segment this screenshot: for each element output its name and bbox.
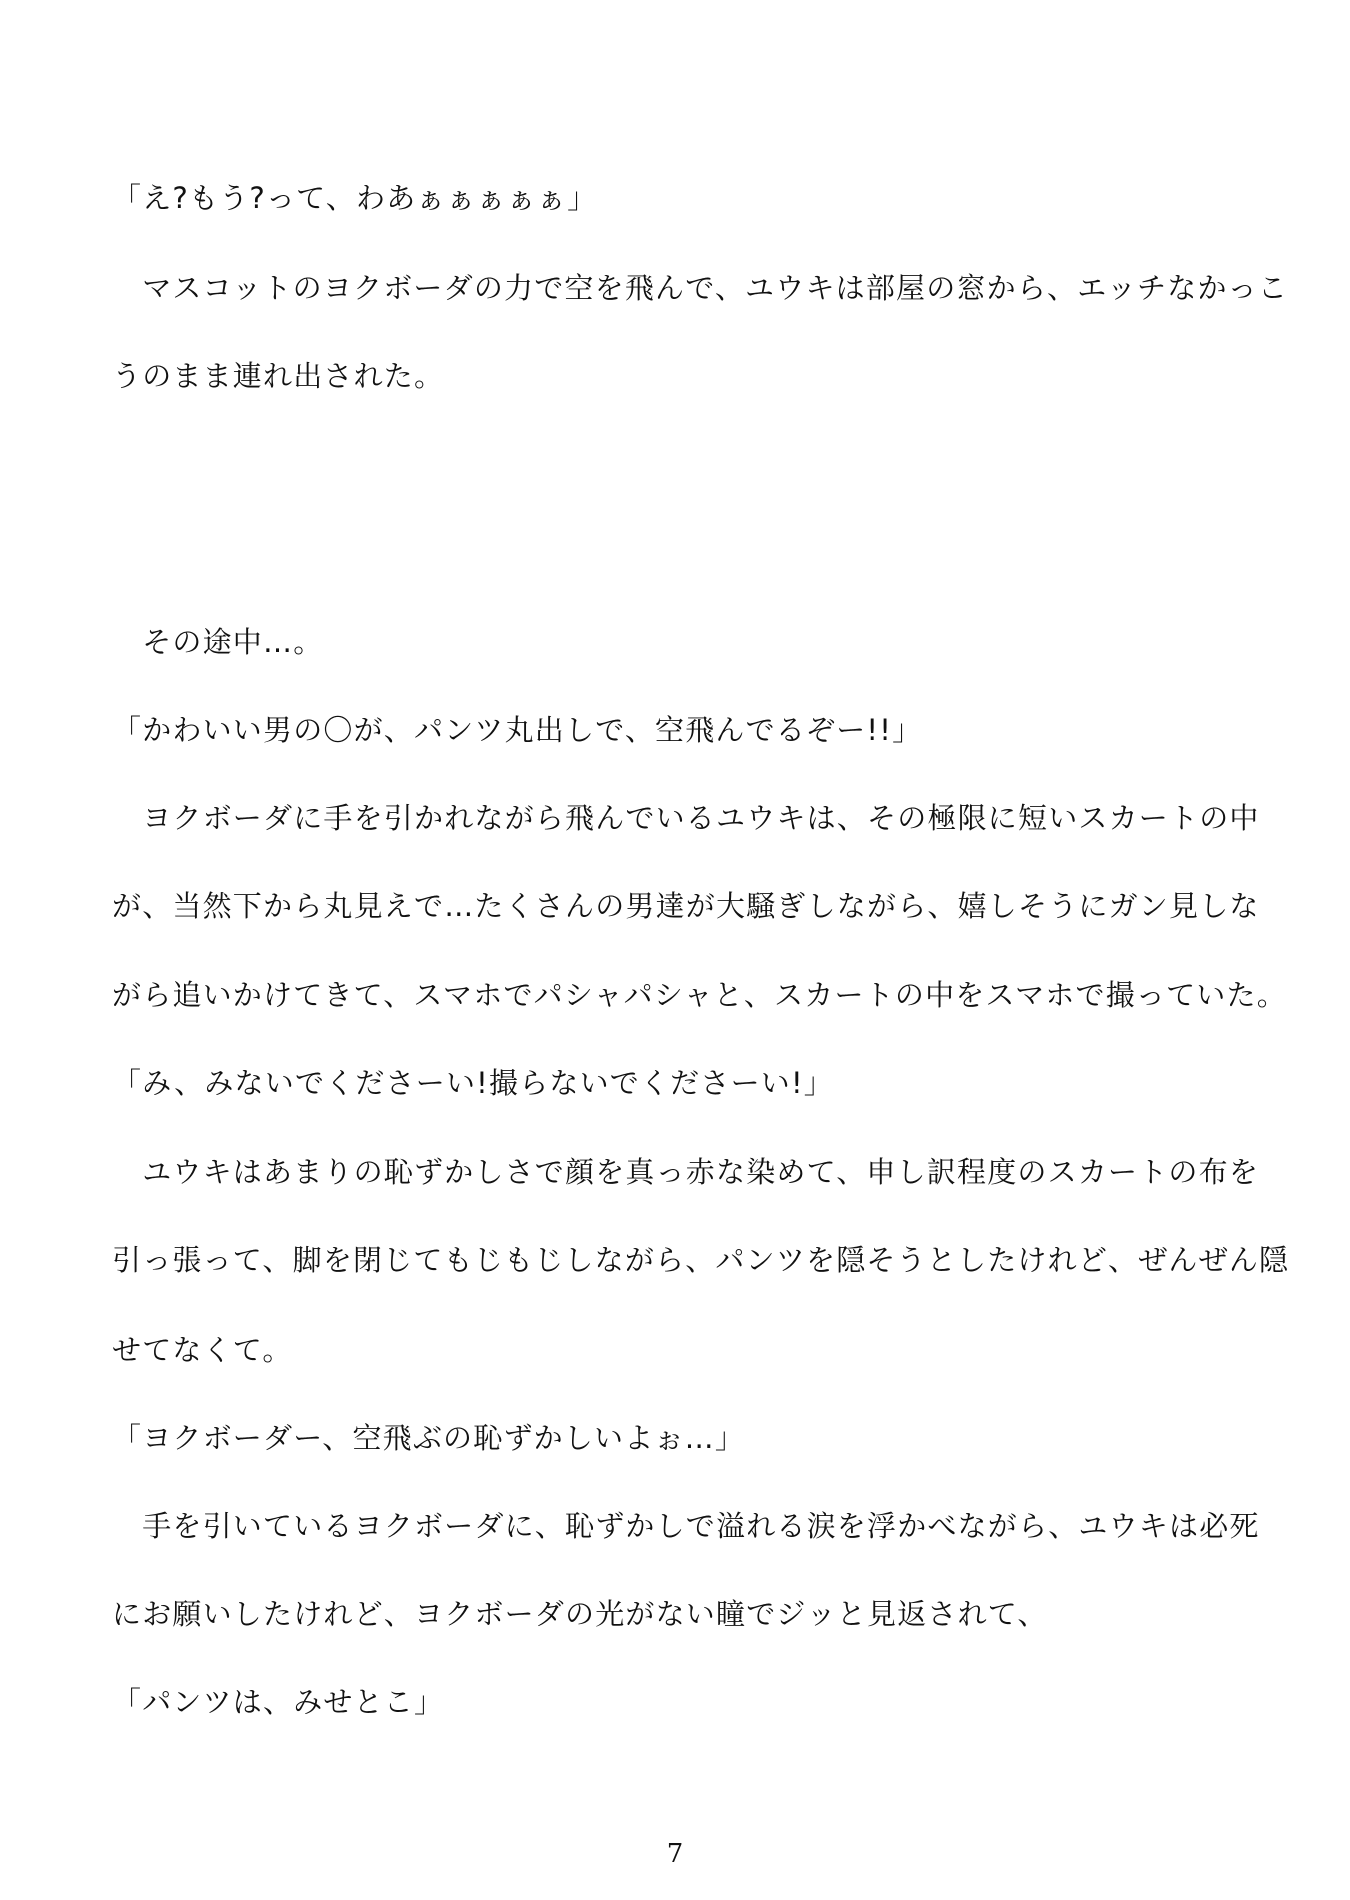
- text-line: うのまま連れ出された。: [112, 359, 445, 393]
- text-line: ユウキはあまりの恥ずかしさで顔を真っ赤な染めて、申し訳程度のスカートの布を: [112, 1155, 1260, 1189]
- text-line: 手を引いているヨクボーダに、恥ずかしで溢れる涙を浮かべながら、ユウキは必死: [112, 1509, 1260, 1543]
- text-line: 「かわいい男の〇が、パンツ丸出しで、空飛んでるぞー!!」: [112, 713, 923, 747]
- text-line: 「え?もう?って、わあぁぁぁぁぁ」: [112, 181, 598, 215]
- text-line: マスコットのヨクボーダの力で空を飛んで、ユウキは部屋の窓から、エッチなかっこ: [112, 271, 1289, 305]
- page-number: 7: [666, 1839, 684, 1869]
- text-line: がら追いかけてきて、スマホでパシャパシャと、スカートの中をスマホで撮っていた。: [112, 978, 1287, 1012]
- text-line: にお願いしたけれど、ヨクボーダの光がない瞳でジッと見返されて、: [112, 1597, 1048, 1631]
- text-line: 「パンツは、みせとこ」: [112, 1685, 445, 1719]
- text-line: 引っ張って、脚を閉じてもじもじしながら、パンツを隠そうとしたけれど、ぜんぜん隠: [112, 1243, 1290, 1277]
- text-line: せてなくて。: [112, 1333, 293, 1367]
- text-line: ヨクボーダに手を引かれながら飛んでいるユウキは、その極限に短いスカートの中: [112, 801, 1260, 835]
- text-line: が、当然下から丸見えで…たくさんの男達が大騒ぎしながら、嬉しそうにガン見しな: [112, 889, 1260, 923]
- text-line: 「み、みないでくださーい!撮らないでくださーい!」: [112, 1066, 834, 1100]
- text-line: その途中…。: [112, 625, 324, 659]
- text-line: 「ヨクボーダー、空飛ぶの恥ずかしいよぉ…」: [112, 1421, 746, 1455]
